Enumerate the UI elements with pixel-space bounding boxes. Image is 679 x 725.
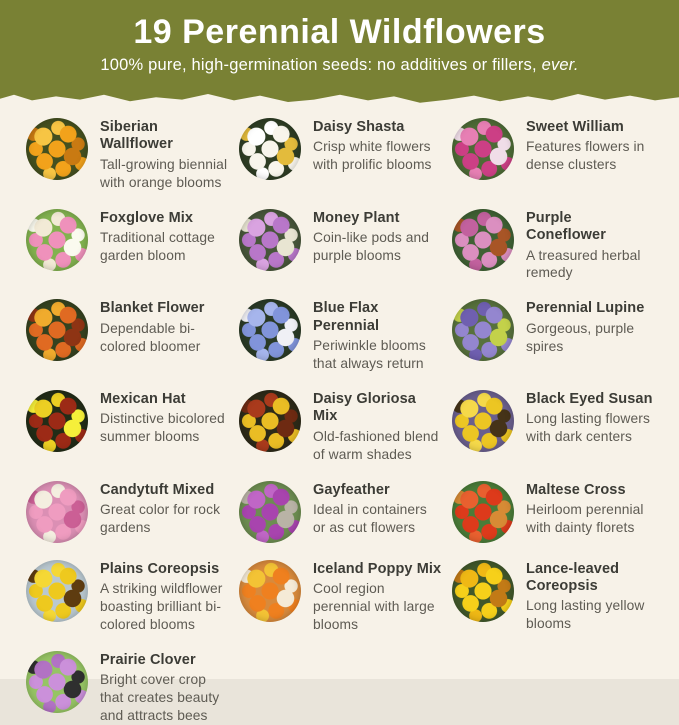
flower-name: Gayfeather	[313, 481, 390, 498]
flower-description: Crisp white flowers with prolific blooms	[313, 139, 432, 173]
flower-item	[26, 390, 229, 452]
flower-name: Sweet William	[526, 119, 624, 136]
flower-name: Maltese Cross	[526, 481, 626, 498]
flower-text	[313, 209, 442, 265]
flower-name: Candytuft Mixed	[100, 481, 215, 498]
flower-description: Gorgeous, purple spires	[526, 320, 635, 354]
page-title: 19 Perennial Wildflowers	[133, 13, 546, 51]
flower-item	[239, 118, 442, 180]
flower-photo	[452, 118, 514, 180]
header-banner	[0, 0, 679, 91]
subtitle-emphasis: ever.	[541, 56, 579, 75]
flower-text	[100, 299, 229, 355]
flower-text	[100, 118, 229, 192]
flower-photo	[239, 209, 301, 271]
flower-description: Heirloom perennial with dainty florets	[526, 501, 644, 535]
flower-description: Distinctive bicolored summer blooms	[100, 411, 225, 445]
flower-photo	[26, 299, 88, 361]
flower-name: Perennial Lupine	[526, 300, 645, 317]
flower-description: Long lasting flowers with dark centers	[526, 411, 650, 445]
flower-description: Great color for rock gardens	[100, 501, 221, 535]
flower-description: Cool region perennial with large blooms	[313, 580, 435, 632]
flower-description: Dependable bi-colored bloomer	[100, 320, 201, 354]
flower-photo	[26, 390, 88, 452]
flower-item	[239, 390, 442, 464]
flower-name: Blanket Flower	[100, 300, 205, 317]
flower-text	[526, 560, 655, 634]
flower-text	[313, 118, 442, 174]
flower-description: Ideal in containers or as cut flowers	[313, 501, 427, 535]
flower-photo	[239, 560, 301, 622]
flower-item	[239, 481, 442, 543]
flower-name: Plains Coreopsis	[100, 560, 220, 577]
flower-item	[26, 299, 229, 361]
flower-name: Lance-leaved Coreopsis	[526, 560, 620, 594]
flower-photo	[26, 560, 88, 622]
flower-photo	[239, 481, 301, 543]
flower-name: Mexican Hat	[100, 390, 186, 407]
flower-item	[239, 209, 442, 271]
flower-text	[526, 299, 655, 355]
flower-photo	[452, 560, 514, 622]
flower-description: Features flowers in dense clusters	[526, 139, 645, 173]
flower-text	[526, 390, 655, 446]
flower-item	[239, 560, 442, 634]
subtitle-text: 100% pure, high-germination seeds: no additives or fillers,	[100, 56, 542, 75]
flower-photo	[26, 481, 88, 543]
flower-text	[100, 560, 229, 634]
flower-item	[452, 299, 655, 361]
flower-item	[452, 481, 655, 543]
flower-description: Bright cover crop that creates beauty and attracts bees	[100, 672, 220, 723]
flower-photo	[239, 299, 301, 361]
flower-item	[26, 209, 229, 271]
flower-name: Daisy Gloriosa Mix	[313, 390, 416, 425]
flower-item	[239, 299, 442, 373]
flower-text	[100, 481, 229, 537]
flower-text	[313, 299, 442, 373]
flower-photo	[452, 209, 514, 271]
flower-text	[526, 209, 655, 283]
flower-description: A striking wildflower boasting brilliant bi-colored blooms	[100, 580, 223, 632]
flower-item	[452, 560, 655, 634]
flower-item	[26, 481, 229, 543]
flower-description: Traditional cottage garden bloom	[100, 230, 215, 264]
flower-name: Purple Coneflower	[526, 209, 606, 244]
flower-photo	[239, 118, 301, 180]
flower-text	[526, 481, 655, 537]
flower-photo	[452, 481, 514, 543]
flower-text	[526, 118, 655, 174]
flower-photo	[452, 299, 514, 361]
flower-text	[313, 481, 442, 537]
flower-item	[26, 651, 229, 725]
flower-item	[452, 118, 655, 180]
flower-item	[26, 118, 229, 192]
flower-name: Prairie Clover	[100, 651, 196, 668]
flower-photo	[452, 390, 514, 452]
flower-text	[313, 560, 442, 634]
flower-description: Tall-growing biennial with orange blooms	[100, 156, 228, 190]
flower-description: A treasured herbal remedy	[526, 247, 641, 281]
flower-item	[452, 390, 655, 452]
flower-description: Long lasting yellow blooms	[526, 598, 645, 632]
flower-name: Black Eyed Susan	[526, 390, 653, 407]
flower-photo	[239, 390, 301, 452]
flower-photo	[26, 209, 88, 271]
torn-paper-edge	[0, 90, 679, 106]
flower-description: Coin-like pods and purple blooms	[313, 230, 430, 264]
flower-item	[26, 560, 229, 634]
flower-name: Foxglove Mix	[100, 209, 194, 226]
flower-grid	[0, 106, 679, 725]
subtitle	[20, 56, 659, 75]
flower-text	[100, 651, 229, 725]
flower-description: Periwinkle blooms that always return	[313, 338, 426, 372]
flower-photo	[26, 651, 88, 713]
flower-item	[452, 209, 655, 283]
flower-photo	[26, 118, 88, 180]
flower-text	[100, 209, 229, 265]
flower-name: Money Plant	[313, 209, 400, 226]
flower-text	[100, 390, 229, 446]
flower-name: Iceland Poppy Mix	[313, 560, 442, 577]
flower-name: Siberian Wallflower	[100, 119, 173, 153]
flower-text	[313, 390, 442, 464]
flower-description: Old-fashioned blend of warm shades	[313, 428, 439, 462]
flower-name: Blue Flax Perennial	[313, 300, 380, 334]
flower-name: Daisy Shasta	[313, 119, 405, 136]
